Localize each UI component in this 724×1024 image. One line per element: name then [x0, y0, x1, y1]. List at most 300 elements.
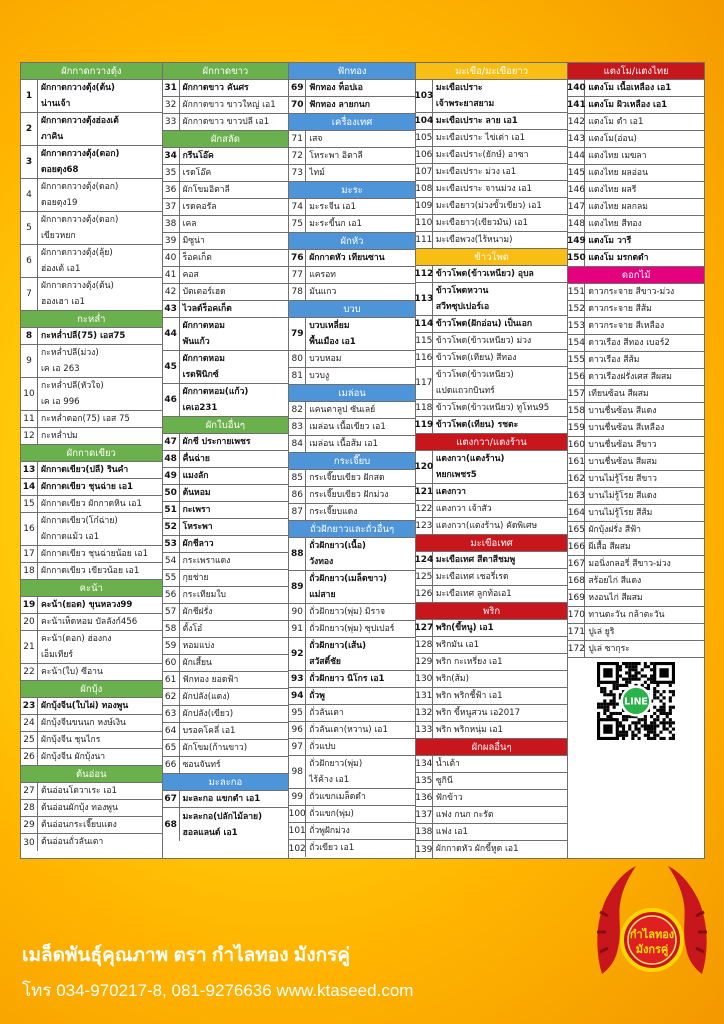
- item-number: 126: [416, 586, 433, 602]
- category-header: กระเจี๊ยบ: [289, 453, 415, 470]
- item-number: 111: [416, 232, 433, 248]
- item-name: [433, 451, 568, 483]
- item-number: 54: [163, 553, 180, 569]
- item-name: [433, 147, 568, 163]
- seed-item-row: [289, 148, 415, 165]
- seed-item-row: [568, 284, 704, 301]
- item-number: 31: [163, 80, 180, 96]
- item-name: [180, 351, 289, 383]
- item-number: 172: [568, 641, 585, 657]
- item-name-line: ฟักทอง ลายกนก: [309, 99, 370, 110]
- item-name: [585, 148, 704, 164]
- seed-item-row: [21, 614, 162, 631]
- seed-item-row: [163, 604, 289, 621]
- item-name: [38, 462, 162, 478]
- item-name: [306, 267, 415, 283]
- item-name: [306, 487, 415, 503]
- item-name-line: ผักปลัง(แดง): [182, 691, 230, 702]
- item-name-line: ดาวกระจาย สีเหลือง: [588, 320, 665, 331]
- item-name: [433, 501, 568, 517]
- seed-item-row: [568, 80, 704, 97]
- item-name: [585, 165, 704, 181]
- item-number: 153: [568, 318, 585, 334]
- seed-item-row: [289, 487, 415, 504]
- item-name-line: สร้อยไก่ สีแดง: [588, 575, 642, 586]
- seed-item-row: [163, 570, 289, 587]
- item-name-line: ข้าวโพดหวาน: [435, 286, 489, 296]
- seed-item-row: [289, 571, 415, 604]
- item-name-line: บานไม่รู้โรย สีแดง: [588, 490, 657, 501]
- item-number: 17: [21, 546, 38, 562]
- item-name-line: มะระจีน เอ1: [309, 201, 356, 212]
- item-number: 171: [568, 624, 585, 640]
- item-name-line: ถั่วแขก(พุ่ม): [309, 808, 354, 819]
- seed-item-row: [568, 199, 704, 216]
- item-number: 95: [289, 705, 306, 721]
- line-qr-code[interactable]: [568, 658, 704, 743]
- seed-item-row: [568, 505, 704, 522]
- item-name-line: แตงโม มรกตดำ: [588, 252, 649, 263]
- item-name-line: พริก(ส้ม): [435, 673, 469, 684]
- item-name: [306, 504, 415, 520]
- item-name-line: มะเขือเทศ ลูกท้อเอ1: [435, 588, 512, 599]
- item-name-line: แตงโม เนื้อเหลือง เอ1: [588, 82, 672, 93]
- item-name-line: ผักบุ้งจีน(ใบไผ่) ทองพูน: [41, 700, 129, 711]
- seed-item-row: [21, 113, 162, 146]
- item-name-line: เขียวหยก: [41, 231, 76, 241]
- item-number: 28: [21, 800, 38, 816]
- item-name-line: โหระพา: [182, 521, 213, 532]
- item-name-line: แตงไทย สีทอง: [588, 218, 642, 229]
- item-name: [306, 402, 415, 418]
- item-number: 170: [568, 607, 585, 623]
- item-number: 73: [289, 165, 306, 181]
- item-number: 160: [568, 437, 585, 453]
- item-name-line: ผักกาดเขียว(ปลี) รินคำ: [41, 464, 129, 475]
- item-name-line: มะเขือเปราะ ไข่เต่า เอ1: [435, 132, 526, 143]
- item-name: [585, 216, 704, 232]
- item-number: 77: [289, 267, 306, 283]
- item-name: [38, 479, 162, 495]
- item-name-line: ต้นอ่อนผักบุ้ง ทองพูน: [41, 802, 118, 813]
- item-name: [180, 655, 289, 671]
- item-name: [180, 284, 289, 300]
- item-name: [180, 485, 289, 501]
- seed-item-row: [568, 522, 704, 539]
- item-number: 93: [289, 671, 306, 687]
- item-name: [38, 732, 162, 748]
- item-name-line: เรดโอ๊ค: [182, 167, 212, 178]
- item-number: 13: [21, 462, 38, 478]
- item-name-line: มิซูน่า: [182, 235, 205, 246]
- item-name: [180, 808, 289, 841]
- seed-item-row: [163, 301, 289, 318]
- item-name-line: มะระขี้นก เอ1: [309, 218, 362, 229]
- item-number: 53: [163, 536, 180, 552]
- seed-item-row: [289, 739, 415, 756]
- item-name: [433, 181, 568, 197]
- category-header: ผักใบอื่นๆ: [163, 417, 289, 434]
- seed-item-row: [163, 233, 289, 250]
- seed-item-row: [289, 621, 415, 638]
- item-number: 60: [163, 655, 180, 671]
- seed-item-row: [568, 437, 704, 454]
- seed-item-row: [289, 402, 415, 419]
- item-number: 106: [416, 147, 433, 163]
- item-number: 146: [568, 182, 585, 198]
- item-name-line: ไทม์: [309, 167, 325, 178]
- seed-item-row: [416, 484, 568, 501]
- item-name-line: แตงไทย เมฆลา: [588, 150, 647, 161]
- item-name: [306, 806, 415, 822]
- item-name-line: พื้นเมือง เอ1: [309, 337, 356, 347]
- item-number: 45: [163, 351, 180, 383]
- item-name: [38, 664, 162, 680]
- item-number: 168: [568, 573, 585, 589]
- item-number: 155: [568, 352, 585, 368]
- item-number: 55: [163, 570, 180, 586]
- item-name-line: ต้นหอม: [182, 487, 211, 498]
- item-name: [306, 789, 415, 805]
- item-name-line: แคนตาลูป ซันเลย์: [309, 404, 376, 415]
- item-name-line: แตงไทย ผลอ่อน: [588, 167, 648, 178]
- item-number: 74: [289, 199, 306, 215]
- item-name-line: คื่นฉ่าย: [182, 453, 210, 464]
- qr-code-icon: [597, 662, 675, 740]
- item-name: [585, 301, 704, 317]
- item-name-line: ผักบุ้งฝรั่ง สีฟ้า: [588, 524, 641, 535]
- item-name: [180, 318, 289, 350]
- item-number: 30: [21, 834, 38, 851]
- item-name-line: ผักกาดขาว ขาวปลี เอ1: [182, 116, 270, 127]
- seed-item-row: [21, 462, 162, 479]
- seed-item-row: [289, 705, 415, 722]
- item-name-line: มะเขือเปราะ(ยักษ์) อาซา: [435, 149, 529, 160]
- item-number: 67: [163, 791, 180, 807]
- item-name: [38, 378, 162, 410]
- item-name-line: ตั้งโอ๋: [182, 623, 203, 634]
- seed-item-row: [568, 369, 704, 386]
- item-name-line: กะหล่ำดอก(75) เอส 75: [41, 413, 130, 424]
- item-name: [433, 164, 568, 180]
- category-header: แตงกวา/แตงร้าน: [416, 434, 568, 451]
- item-name: [180, 216, 289, 232]
- item-name-line: แตงไทย ผลรี: [588, 184, 637, 195]
- twin-dragon-logo-icon: [588, 856, 716, 984]
- item-name: [306, 571, 415, 603]
- item-name-line: ถั่วฝักยาว นิโกร เอ1: [309, 673, 385, 684]
- item-name: [38, 800, 162, 816]
- item-name-line: พริก พริกชี้ฟ้า เอ1: [435, 690, 503, 701]
- item-number: 84: [289, 436, 306, 452]
- item-number: 156: [568, 369, 585, 385]
- seed-item-row: [416, 620, 568, 637]
- item-number: 113: [416, 283, 433, 315]
- seed-item-row: [568, 318, 704, 335]
- item-name: [180, 114, 289, 130]
- category-header: พริก: [416, 603, 568, 620]
- item-name: [306, 148, 415, 164]
- item-number: 79: [289, 318, 306, 350]
- seed-item-row: [21, 563, 162, 580]
- item-name-line: แตงโม ดำ เอ1: [588, 116, 644, 127]
- item-number: 80: [289, 351, 306, 367]
- item-name-line: ฟักข้าว: [435, 792, 463, 803]
- item-name-line: กรีนโอ๊ค: [182, 150, 214, 161]
- seed-item-row: [163, 468, 289, 485]
- item-name-line: ฮอลแลนด์ เอ1: [182, 827, 238, 838]
- item-number: 97: [289, 739, 306, 755]
- item-number: 7: [21, 278, 38, 310]
- logo-text-line2: มังกรคู่: [635, 943, 669, 956]
- item-name-line: ผักกาดกวางตุ้ง(ดอก): [41, 182, 119, 192]
- item-name-line: ภาคิน: [41, 132, 64, 142]
- item-name-line: ผักกาดหอม: [182, 354, 225, 364]
- seed-item-row: [416, 722, 568, 739]
- item-number: 169: [568, 590, 585, 606]
- item-name-line: ข้าวโพด(ข้าวเหนียว) ทูโทน95: [435, 402, 550, 413]
- seed-item-row: [416, 215, 568, 232]
- seed-item-row: [416, 147, 568, 164]
- item-name: [38, 563, 162, 579]
- item-name: [180, 791, 289, 807]
- item-name: [306, 351, 415, 367]
- item-number: 134: [416, 756, 433, 772]
- item-name: [180, 587, 289, 603]
- item-name: [433, 417, 568, 433]
- item-number: 2: [21, 113, 38, 145]
- seed-item-row: [416, 586, 568, 603]
- item-number: 142: [568, 114, 585, 130]
- item-name-line: มะเขือเปราะ จานม่วง เอ1: [435, 183, 532, 194]
- item-name-line: เค เอ 263: [41, 364, 80, 374]
- seed-item-row: [416, 807, 568, 824]
- item-name: [585, 420, 704, 436]
- item-name-line: ดอยตุง68: [41, 165, 79, 175]
- item-number: 88: [289, 538, 306, 570]
- seed-item-row: [21, 496, 162, 513]
- table-column: [416, 63, 569, 858]
- item-name-line: ผักกาดหอม: [182, 321, 225, 331]
- item-name-line: ซูกินี: [435, 775, 453, 786]
- item-name: [306, 199, 415, 215]
- item-name-line: บานไม่รู้โรย สีส้ม: [588, 507, 653, 518]
- item-name-line: แตงกวา เจ้าสัว: [435, 503, 492, 514]
- item-name: [306, 688, 415, 704]
- item-number: 165: [568, 522, 585, 538]
- item-name: [38, 749, 162, 765]
- item-number: 83: [289, 419, 306, 435]
- seed-item-row: [289, 470, 415, 487]
- item-name: [585, 556, 704, 572]
- item-name-line: ผักโขม(ก้านขาว): [182, 742, 248, 753]
- item-number: 108: [416, 181, 433, 197]
- item-name-line: มะละกอ(ปลักไม้ลาย): [182, 811, 262, 822]
- seed-item-row: [21, 378, 162, 411]
- item-name: [38, 834, 162, 851]
- item-name-line: ผักชีฝรั่ง: [182, 606, 213, 617]
- seed-item-row: [163, 655, 289, 672]
- item-name-line: คะน้า(ยอด) ขุนหลวง99: [41, 599, 133, 610]
- item-name-line: ถั่วลันเตา: [309, 707, 344, 718]
- seed-item-row: [568, 607, 704, 624]
- item-number: 19: [21, 597, 38, 613]
- item-name: [433, 215, 568, 231]
- item-name-line: บานไม่รู้โรย สีขาว: [588, 473, 657, 484]
- item-name-line: คอส: [182, 269, 199, 280]
- seed-item-row: [568, 148, 704, 165]
- item-name-line: พริก พริกหนุ่ม เอ1: [435, 724, 504, 735]
- item-number: 104: [416, 113, 433, 129]
- item-number: 121: [416, 484, 433, 500]
- item-name: [585, 573, 704, 589]
- item-name: [433, 367, 568, 399]
- item-name-line: ข้าวโพด(ข้าวเหนียว) ม่วง: [435, 335, 532, 346]
- item-name-line: ฟักทอง ท็อปเอ: [309, 82, 363, 93]
- item-name-line: มะเขือเทศ เชอรี่เรด: [435, 571, 509, 582]
- item-name-line: มะเขือยาว(เขียวมัน) เอ1: [435, 217, 528, 228]
- item-number: 58: [163, 621, 180, 637]
- item-name: [433, 316, 568, 332]
- item-name: [180, 706, 289, 722]
- seed-item-row: [416, 773, 568, 790]
- item-name: [306, 80, 415, 96]
- item-name-line: เรดคอรัล: [182, 201, 217, 212]
- item-name-line: แตงไทย ผลกลม: [588, 201, 648, 212]
- item-name-line: กระเพราแดง: [182, 555, 231, 566]
- item-number: 82: [289, 402, 306, 418]
- item-number: 78: [289, 284, 306, 300]
- category-header: บวบ: [289, 301, 415, 318]
- seed-item-row: [21, 715, 162, 732]
- item-name-line: ซอนจันทร์: [182, 759, 221, 770]
- item-name: [433, 637, 568, 653]
- item-number: 161: [568, 454, 585, 470]
- item-number: 92: [289, 638, 306, 670]
- item-number: 89: [289, 571, 306, 603]
- item-name-line: คะน้า(ดอก) ฮ่องกง: [41, 634, 112, 644]
- item-name-line: ฟักทอง ยอดฟ้า: [182, 674, 239, 685]
- seed-item-row: [416, 790, 568, 807]
- item-name: [433, 569, 568, 585]
- item-name: [585, 607, 704, 623]
- seed-item-row: [163, 672, 289, 689]
- item-number: 21: [21, 631, 38, 663]
- seed-item-row: [21, 245, 162, 278]
- seed-item-row: [163, 519, 289, 536]
- item-name: [585, 335, 704, 351]
- item-name-line: ผักกาดหอม(แก้ว): [182, 387, 249, 397]
- item-name-line: คะน้าเห็ดหอม บัลลังก์456: [41, 616, 138, 627]
- item-name-line: ผักกาดกวางตุ้ง(ดอก): [41, 149, 120, 159]
- item-name: [38, 179, 162, 211]
- item-name: [433, 705, 568, 721]
- item-name-line: กระเจี๊ยบเขียว ฝักม่วง: [309, 489, 389, 500]
- seed-item-row: [416, 164, 568, 181]
- table-column: [21, 63, 163, 858]
- item-number: 136: [416, 790, 433, 806]
- item-number: 35: [163, 165, 180, 181]
- item-number: 149: [568, 233, 585, 249]
- item-name-line: ผักกาดกวางตุ้งฮ่องเต้: [41, 116, 119, 126]
- item-number: 140: [568, 80, 585, 96]
- seed-item-row: [163, 148, 289, 165]
- item-number: 143: [568, 131, 585, 147]
- item-name-line: แม่สาย: [309, 590, 336, 600]
- item-number: 132: [416, 705, 433, 721]
- item-number: 3: [21, 146, 38, 178]
- item-number: 42: [163, 284, 180, 300]
- item-number: 81: [289, 368, 306, 384]
- item-number: 15: [21, 496, 38, 512]
- item-name: [306, 756, 415, 788]
- item-name-line: แตงโม(อ่อน): [588, 133, 637, 144]
- item-name-line: ปูเล่ ยูริ: [588, 626, 615, 637]
- seed-item-row: [416, 501, 568, 518]
- item-name-line: ดอยตุง19: [41, 198, 78, 208]
- item-name: [180, 97, 289, 113]
- seed-item-row: [568, 97, 704, 114]
- item-name-line: เคเอ231: [182, 403, 218, 413]
- seed-item-row: [416, 198, 568, 215]
- item-name-line: หยกเพชร5: [435, 470, 477, 480]
- seed-item-row: [21, 834, 162, 851]
- item-name-line: ผักกาดขาว ขาวใหญ่ เอ1: [182, 99, 276, 110]
- seed-item-row: [416, 113, 568, 130]
- item-name: [585, 539, 704, 555]
- item-name: [38, 783, 162, 799]
- item-name-line: บัตเตอร์เฮด: [182, 286, 226, 297]
- item-name: [433, 671, 568, 687]
- seed-item-row: [416, 637, 568, 654]
- item-number: 125: [416, 569, 433, 585]
- item-name: [180, 384, 289, 416]
- item-name: [433, 484, 568, 500]
- item-name: [433, 841, 568, 858]
- seed-item-row: [289, 688, 415, 705]
- item-name: [585, 505, 704, 521]
- seed-item-row: [416, 552, 568, 569]
- item-name-line: ผักกาดกวางตุ้ง(ต้น): [41, 83, 115, 93]
- item-name: [180, 165, 289, 181]
- category-header: ผักผลอื่นๆ: [416, 739, 568, 756]
- item-name-line: บรอคโคลี่ เอ1: [182, 725, 236, 736]
- item-name: [306, 97, 415, 113]
- seed-item-row: [568, 573, 704, 590]
- item-name-line: กะหล่ำปลี(75) เอส75: [41, 330, 126, 341]
- seed-item-row: [289, 538, 415, 571]
- item-name-line: พริก(ขี้หนู) เอ1: [435, 622, 494, 633]
- item-number: 5: [21, 212, 38, 244]
- item-number: 16: [21, 513, 38, 545]
- item-name: [180, 199, 289, 215]
- seed-item-row: [416, 417, 568, 434]
- item-name-line: ผักบุ้งจีนขนนก หงษ์เงิน: [41, 717, 126, 728]
- item-name: [306, 739, 415, 755]
- item-number: 64: [163, 723, 180, 739]
- item-number: 4: [21, 179, 38, 211]
- item-number: 137: [416, 807, 433, 823]
- category-header: เมล่อน: [289, 385, 415, 402]
- item-name: [180, 604, 289, 620]
- item-name-line: ดาวเรืองฝรั่งเศส สีผสม: [588, 371, 672, 382]
- item-name: [306, 705, 415, 721]
- item-name: [180, 233, 289, 249]
- seed-item-row: [568, 216, 704, 233]
- item-name-line: เทียนซ้อน สีผสม: [588, 388, 649, 399]
- item-name: [38, 597, 162, 613]
- item-name: [306, 368, 415, 384]
